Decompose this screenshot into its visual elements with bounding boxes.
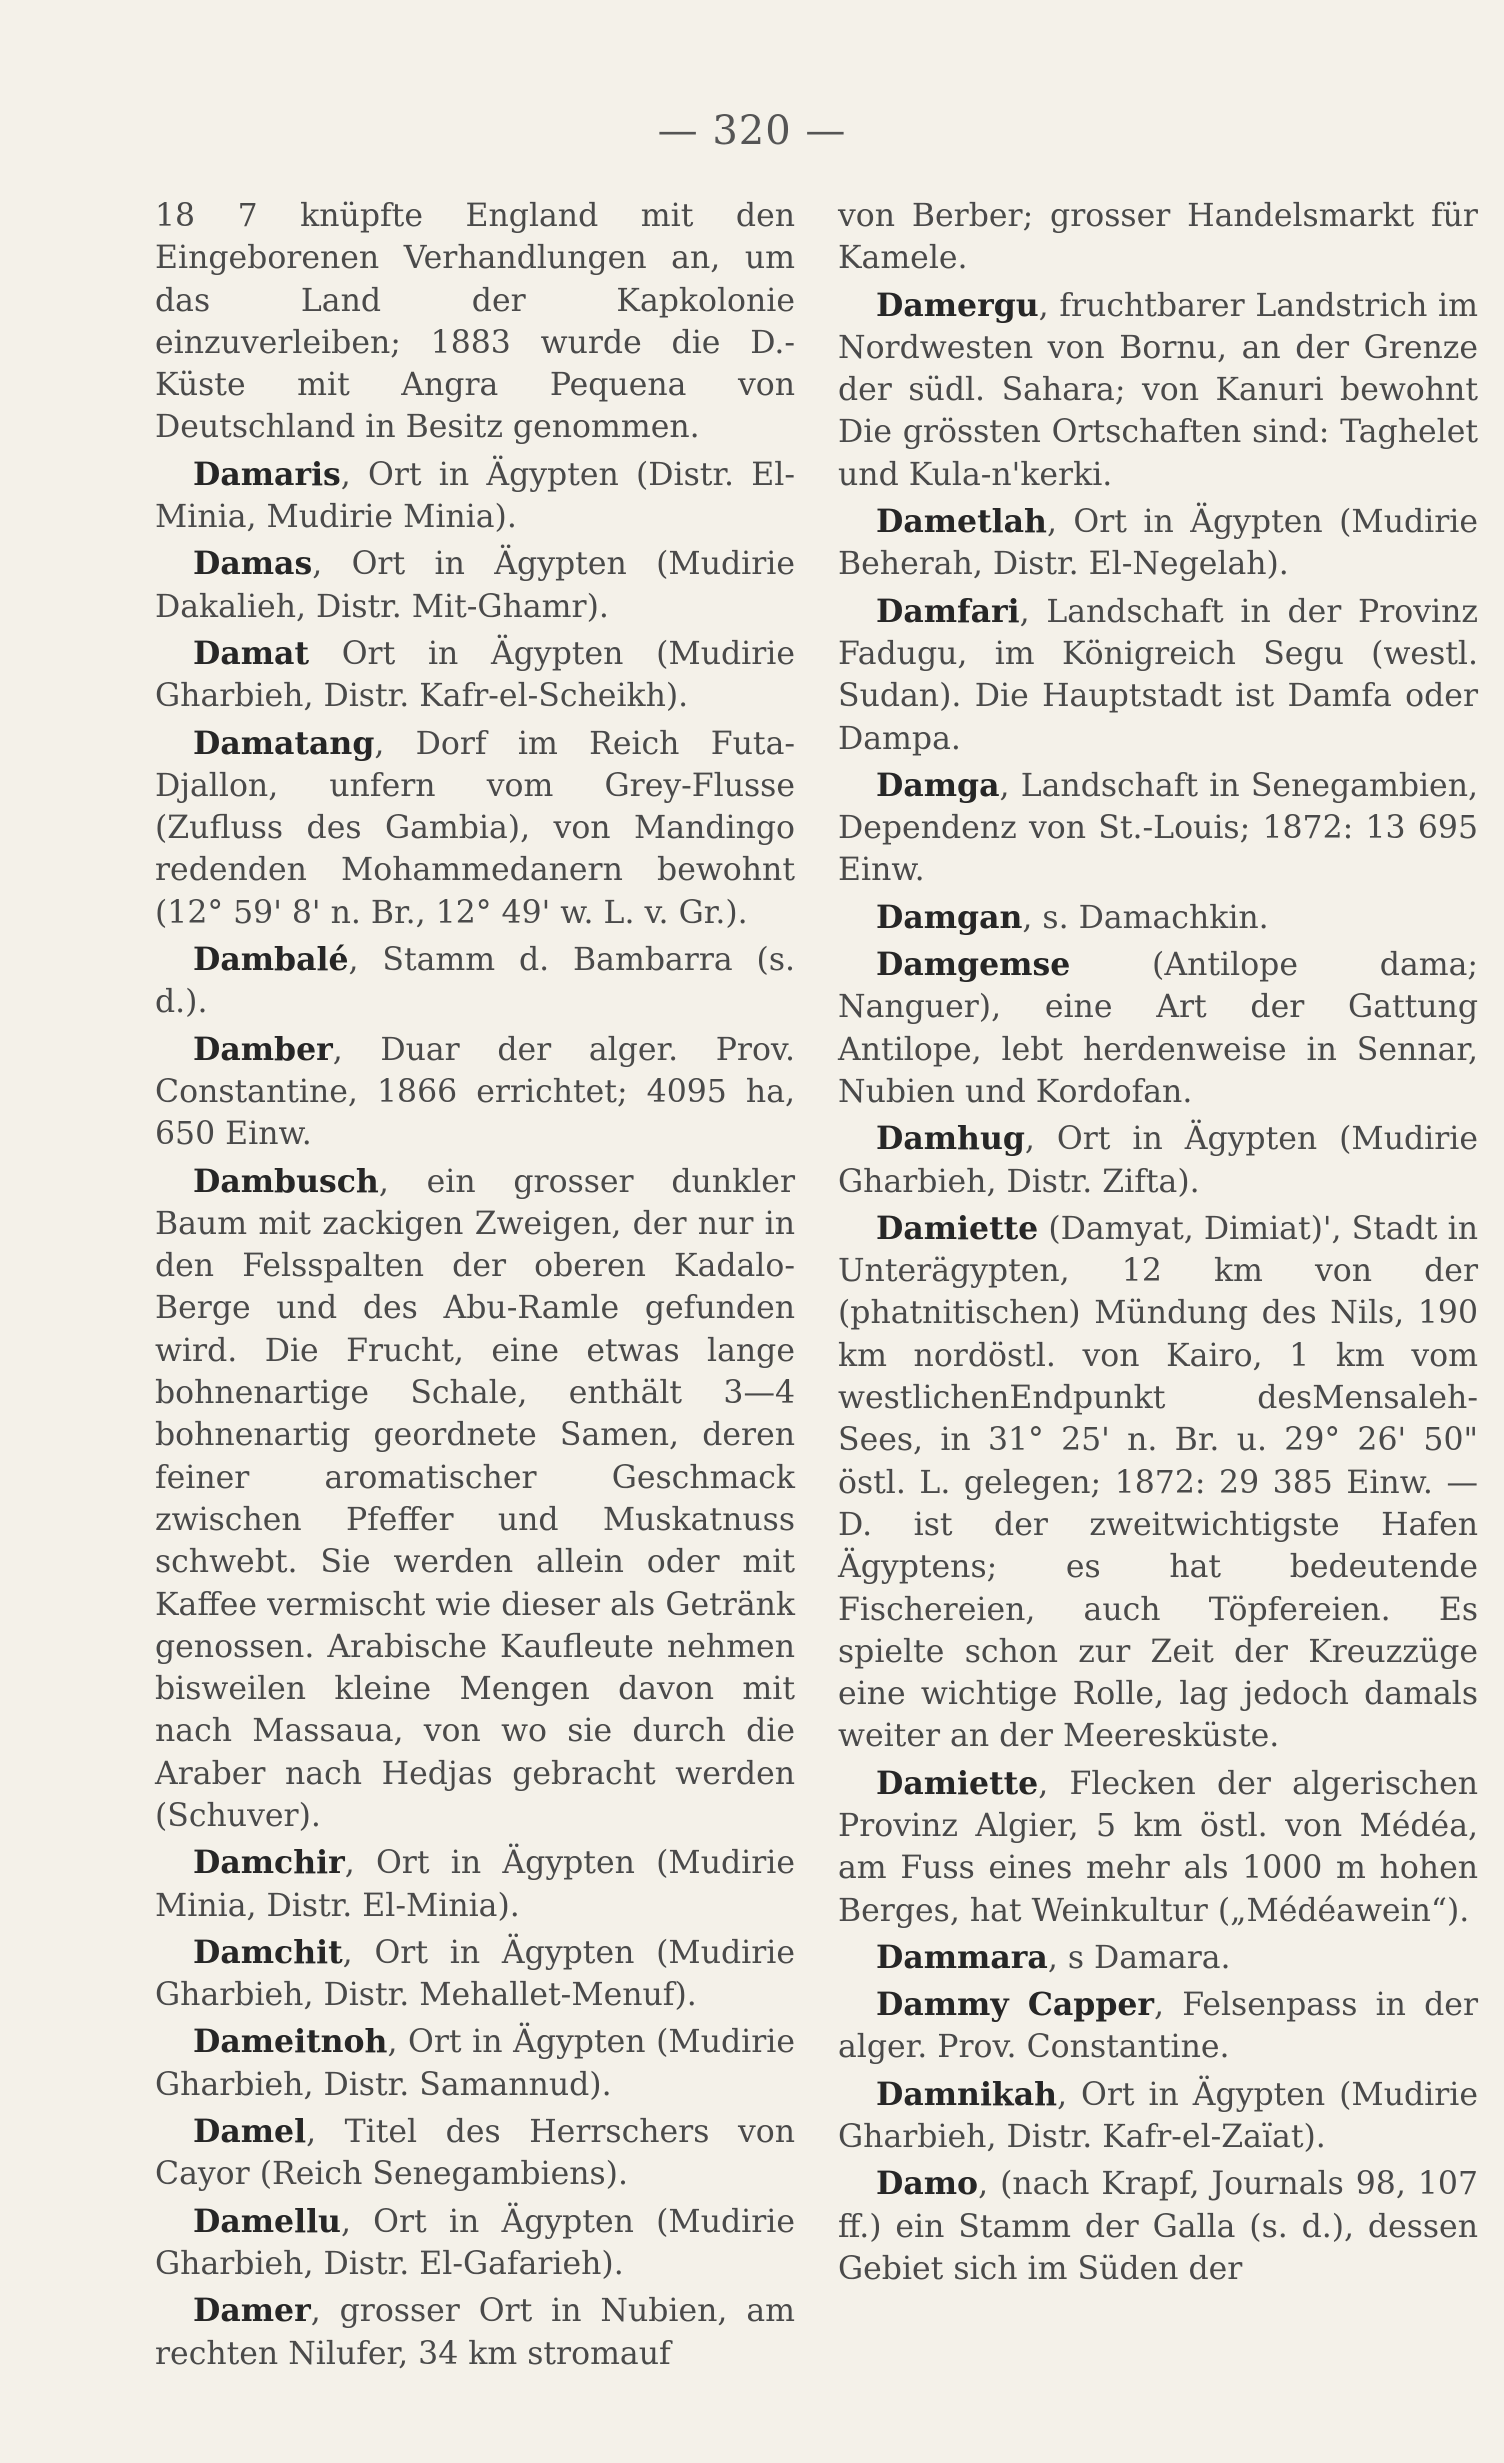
entry-headword: Damber — [193, 1030, 333, 1068]
continued-entry — [155, 195, 795, 449]
dictionary-entry — [155, 2201, 795, 2286]
entry-headword: Damel — [193, 2113, 307, 2151]
dictionary-entry — [838, 1984, 1478, 2069]
entry-headword: Dametlah — [876, 503, 1047, 541]
dictionary-entry — [155, 1029, 795, 1156]
dictionary-entry — [838, 285, 1478, 496]
entry-text: , s. Damachkin. — [1022, 899, 1269, 936]
entry-headword: Damatang — [193, 724, 375, 762]
entry-headword: Damgan — [876, 898, 1023, 936]
dictionary-entry — [838, 765, 1478, 892]
entry-headword: Damat — [193, 634, 310, 672]
entry-headword: Damaris — [193, 455, 341, 493]
dictionary-entry — [838, 944, 1478, 1113]
entry-text: , Flecken der algerischen Provinz Algier, 5 km östl. von Médéa, am Fuss eines mehr als 1000 m hohen Berges, hat Weinkultur („Médéawein“). — [838, 1765, 1478, 1929]
entry-headword: Damfari — [876, 592, 1020, 630]
entry-headword: Damhug — [876, 1120, 1025, 1158]
entry-headword: Dammara — [876, 1938, 1048, 1976]
entry-headword: Damergu — [876, 286, 1039, 324]
dictionary-entry — [838, 1763, 1478, 1932]
entry-headword: Damgemse — [876, 946, 1071, 984]
page-number: — 320 — — [657, 108, 847, 154]
entry-headword: Dambalé — [193, 941, 349, 979]
entry-headword: Dambusch — [193, 1162, 379, 1200]
entry-text: , s Damara. — [1047, 1939, 1231, 1976]
entry-text: , Ort in Ägypten (Mudirie Gharbieh, Distr. Zifta). — [838, 1121, 1478, 1200]
entry-text: von Berber; grosser Handelsmarkt für Kamele. — [838, 198, 1478, 277]
dictionary-entry — [838, 2074, 1478, 2159]
entry-text: , ein grosser dunkler Baum mit zackigen Zweigen, der nur in den Felsspalten der oberen Kadalo-Berge und des Abu-Ramle gefunden wird. Die Frucht, eine etwas lange bohnenartige Schale, enthält 3—4 bohnenartig geordnete Samen, deren feiner aromatischer Geschmack zwischen Pfeffer und Muskatnuss schwebt. Sie werden allein oder mit Kaffee vermischt wie dieser als Getränk genossen. Arabische Kaufleute nehmen bisweilen kleine Mengen davon mit nach Massaua, von wo sie durch die Araber nach Hedjas gebracht werden (Schuver). — [155, 1163, 795, 1834]
dictionary-entry — [838, 1118, 1478, 1203]
dictionary-entry — [155, 1842, 795, 1927]
entry-text: (Antilope dama; Nanguer), eine Art der Gattung Antilope, lebt herdenweise in Sennar, Nubien und Kordofan. — [838, 947, 1478, 1110]
dictionary-entry — [155, 1161, 795, 1838]
entry-text: , Stamm d. Bambarra (s. d.). — [155, 942, 795, 1021]
dictionary-entry — [155, 543, 795, 628]
entry-headword: Damiette — [876, 1209, 1039, 1247]
entry-headword: Damo — [876, 2165, 979, 2203]
dictionary-entry — [838, 897, 1478, 939]
entry-headword: Dammy Capper — [876, 1986, 1154, 2024]
continued-entry — [838, 195, 1478, 280]
dictionary-entry — [838, 591, 1478, 760]
entry-text: , (nach Krapf, Journals 98, 107 ff.) ein Stamm der Galla (s. d.), dessen Gebiet sich im Süden der — [838, 2166, 1478, 2287]
entry-text: , grosser Ort in Nubien, am rechten Nilufer, 34 km stromauf — [155, 2293, 795, 2372]
dictionary-entry — [155, 723, 795, 934]
entry-headword: Damellu — [193, 2202, 341, 2240]
entry-text: , Landschaft in Senegambien, Dependenz von St.-Louis; 1872: 13 695 Einw. — [838, 767, 1478, 889]
entry-text: , fruchtbarer Landstrich im Nordwesten von Bornu, an der Grenze der südl. Sahara; von Kanuri bewohnt Die grössten Ortschaften sind: Taghelet und Kula-n'kerki. — [838, 287, 1478, 493]
dictionary-entry — [155, 454, 795, 539]
dictionary-entry — [155, 2021, 795, 2106]
entry-text: , Ort in Ägypten (Mudirie Gharbieh, Distr. Kafr-el-Zaïat). — [838, 2076, 1478, 2156]
entry-text: , Ort in Ägypten (Mudirie Dakalieh, Distr. Mit-Ghamr). — [155, 546, 795, 625]
entry-text: , Ort in Ägypten (Mudirie Minia, Distr. El-Minia). — [155, 1845, 795, 1924]
entry-headword: Damchit — [193, 1933, 343, 1971]
entry-headword: Dameitnoh — [193, 2023, 388, 2061]
dictionary-entry — [838, 1208, 1478, 1758]
dictionary-entry — [155, 2111, 795, 2196]
entry-text: , Ort in Ägypten (Distr. El-Minia, Mudirie Minia). — [155, 456, 795, 536]
dictionary-entry — [155, 939, 795, 1024]
entry-headword: Damiette — [876, 1764, 1039, 1802]
entry-text: Ort in Ägypten (Mudirie Gharbieh, Distr. Kafr-el-Scheikh). — [155, 635, 795, 715]
entry-text: (Damyat, Dimiat)', Stadt in Unterägypten, 12 km von der (phatnitischen) Mündung des Nils, 190 km nordöstl. von Kairo, 1 km vom westlichenEndpunkt desMensaleh-Sees, in 31° 25' n. Br. u. 29° 26' 50" östl. L. gelegen; 1872: 29 385 Einw. — D. ist der zweitwichtigste Hafen Ägyptens; es hat bedeutende Fischereien, auch Töpfereien. Es spielte schon zur Zeit der Kreuzzüge eine wichtige Rolle, lag jedoch damals weiter an der Meeresküste. — [838, 1210, 1478, 1755]
entry-headword: Damer — [193, 2292, 311, 2330]
entry-text: , Landschaft in der Provinz Fadugu, im Königreich Segu (westl. Sudan). Die Hauptstadt ist Damfa oder Dampa. — [838, 593, 1478, 757]
entry-text: , Ort in Ägypten (Mudirie Gharbieh, Distr. El-Gafarieh). — [155, 2203, 795, 2282]
entry-headword: Damchir — [193, 1844, 345, 1882]
entry-text: , Duar der alger. Prov. Constantine, 1866 errichtet; 4095 ha, 650 Einw. — [155, 1031, 795, 1153]
entry-headword: Damga — [876, 766, 1000, 804]
dictionary-entry — [155, 633, 795, 718]
entry-text: , Titel des Herrschers von Cayor (Reich Senegambiens). — [155, 2114, 795, 2193]
entry-text: , Ort in Ägypten (Mudirie Gharbieh, Distr. Samannud). — [155, 2024, 795, 2103]
dictionary-entry — [155, 1932, 795, 2017]
dictionary-entry — [155, 2290, 795, 2375]
left-column — [155, 195, 795, 2375]
right-column — [838, 195, 1478, 2290]
entry-text: , Ort in Ägypten (Mudirie Beherah, Distr. El-Negelah). — [838, 504, 1478, 583]
dictionary-entry — [838, 1937, 1478, 1979]
entry-text: , Dorf im Reich Futa-Djallon, unfern vom Grey-Flusse (Zufluss des Gambia), von Mandingo redenden Mohammedanern bewohnt (12° 59' 8' n. Br., 12° 49' w. L. v. Gr.). — [155, 725, 795, 931]
entry-headword: Damas — [193, 545, 313, 583]
entry-text: 18 7 knüpfte England mit den Eingeborenen Verhandlungen an, um das Land der Kapkolonie einzuverleiben; 1883 wurde die D.-Küste mit Angra Pequena von Deutschland in Besitz genommen. — [155, 198, 795, 446]
entry-headword: Damnikah — [876, 2075, 1058, 2113]
dictionary-entry — [838, 501, 1478, 586]
entry-text: , Ort in Ägypten (Mudirie Gharbieh, Distr. Mehallet-Menuf). — [155, 1934, 795, 2014]
entry-text: , Felsenpass in der alger. Prov. Constantine. — [838, 1987, 1478, 2066]
dictionary-entry — [838, 2163, 1478, 2290]
